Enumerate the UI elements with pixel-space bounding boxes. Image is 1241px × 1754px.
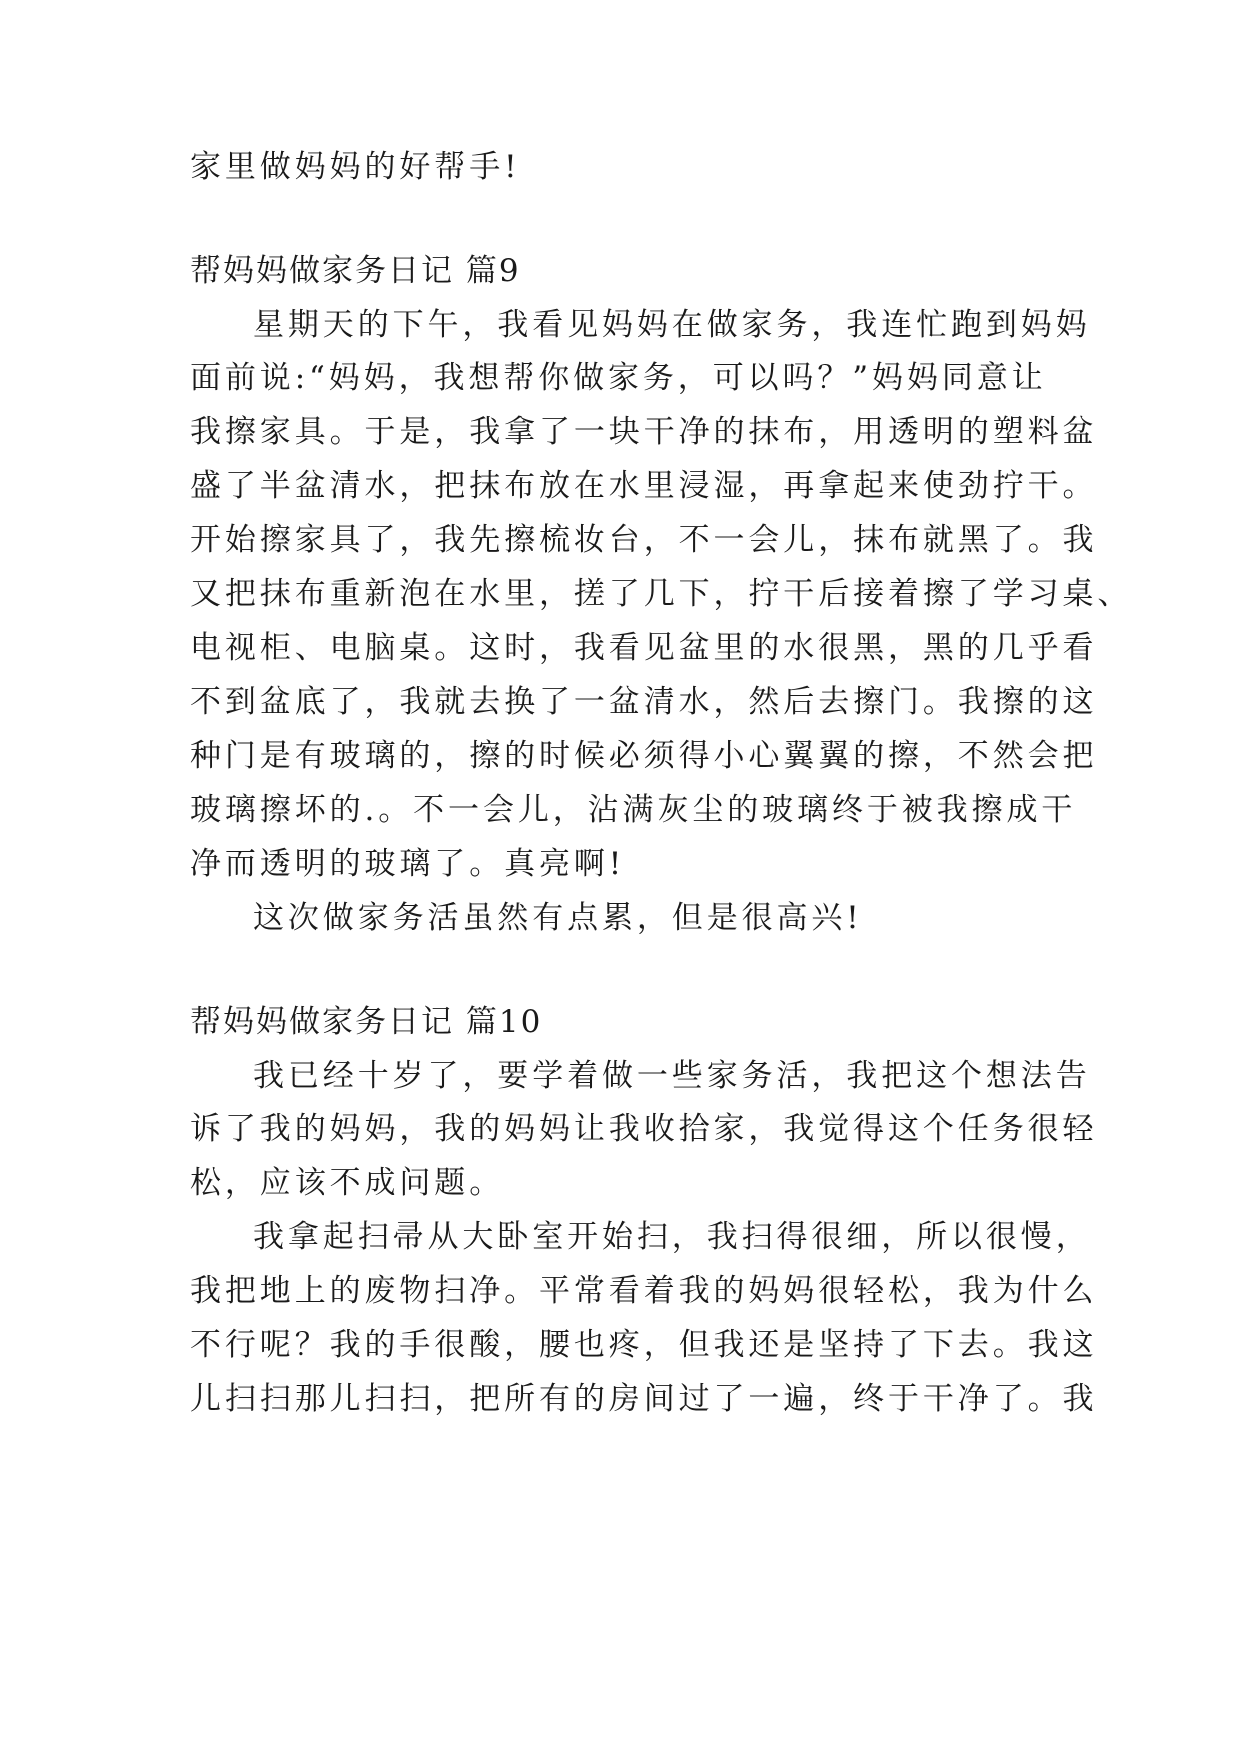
section-9-paragraph-line: 面前说:“妈妈，我想帮你做家务，可以吗？”妈妈同意让	[190, 360, 1047, 396]
section-9-paragraph-line: 电视柜、电脑桌。这时，我看见盆里的水很黑，黑的几乎看	[190, 630, 1098, 666]
section-10-paragraph-line: 松，应该不成问题。	[190, 1165, 505, 1201]
section-10-paragraph-line: 我已经十岁了，要学着做一些家务活，我把这个想法告	[253, 1058, 1091, 1094]
section-9-paragraph-line: 又把抹布重新泡在水里，搓了几下，拧干后接着擦了学习桌、	[190, 576, 1133, 612]
section-10-paragraph-line: 诉了我的妈妈，我的妈妈让我收拾家，我觉得这个任务很轻	[190, 1111, 1098, 1147]
section-9-paragraph-line: 不到盆底了，我就去换了一盆清水，然后去擦门。我擦的这	[190, 684, 1098, 720]
section-9-paragraph-line: 开始擦家具了，我先擦梳妆台，不一会儿，抹布就黑了。我	[190, 522, 1098, 558]
section-10-paragraph-line: 我把地上的废物扫净。平常看着我的妈妈很轻松，我为什么	[190, 1273, 1098, 1309]
section-9-paragraph-line: 我擦家具。于是，我拿了一块干净的抹布，用透明的塑料盆	[190, 414, 1098, 450]
section-9-closing-line: 这次做家务活虽然有点累，但是很高兴!	[253, 900, 863, 936]
section-9-paragraph-line: 净而透明的玻璃了。真亮啊!	[190, 846, 626, 882]
section-10-heading: 帮妈妈做家务日记 篇10	[190, 1004, 543, 1040]
section-9-paragraph-line: 玻璃擦坏的.。不一会儿，沾满灰尘的玻璃终于被我擦成干	[190, 792, 1077, 828]
section-9-heading: 帮妈妈做家务日记 篇9	[190, 253, 521, 289]
section-9-paragraph-line: 种门是有玻璃的，擦的时候必须得小心翼翼的擦，不然会把	[190, 738, 1098, 774]
section-10-paragraph-line: 我拿起扫帚从大卧室开始扫，我扫得很细，所以很慢，	[253, 1219, 1091, 1255]
section-9-paragraph-line: 星期天的下午，我看见妈妈在做家务，我连忙跑到妈妈	[253, 307, 1091, 343]
intro-text-line: 家里做妈妈的好帮手!	[190, 149, 521, 185]
section-10-paragraph-line: 儿扫扫那儿扫扫，把所有的房间过了一遍，终于干净了。我	[190, 1381, 1098, 1417]
section-10-paragraph-line: 不行呢？我的手很酸，腰也疼，但我还是坚持了下去。我这	[190, 1327, 1098, 1363]
section-9-paragraph-line: 盛了半盆清水，把抹布放在水里浸湿，再拿起来使劲拧干。	[190, 468, 1098, 504]
